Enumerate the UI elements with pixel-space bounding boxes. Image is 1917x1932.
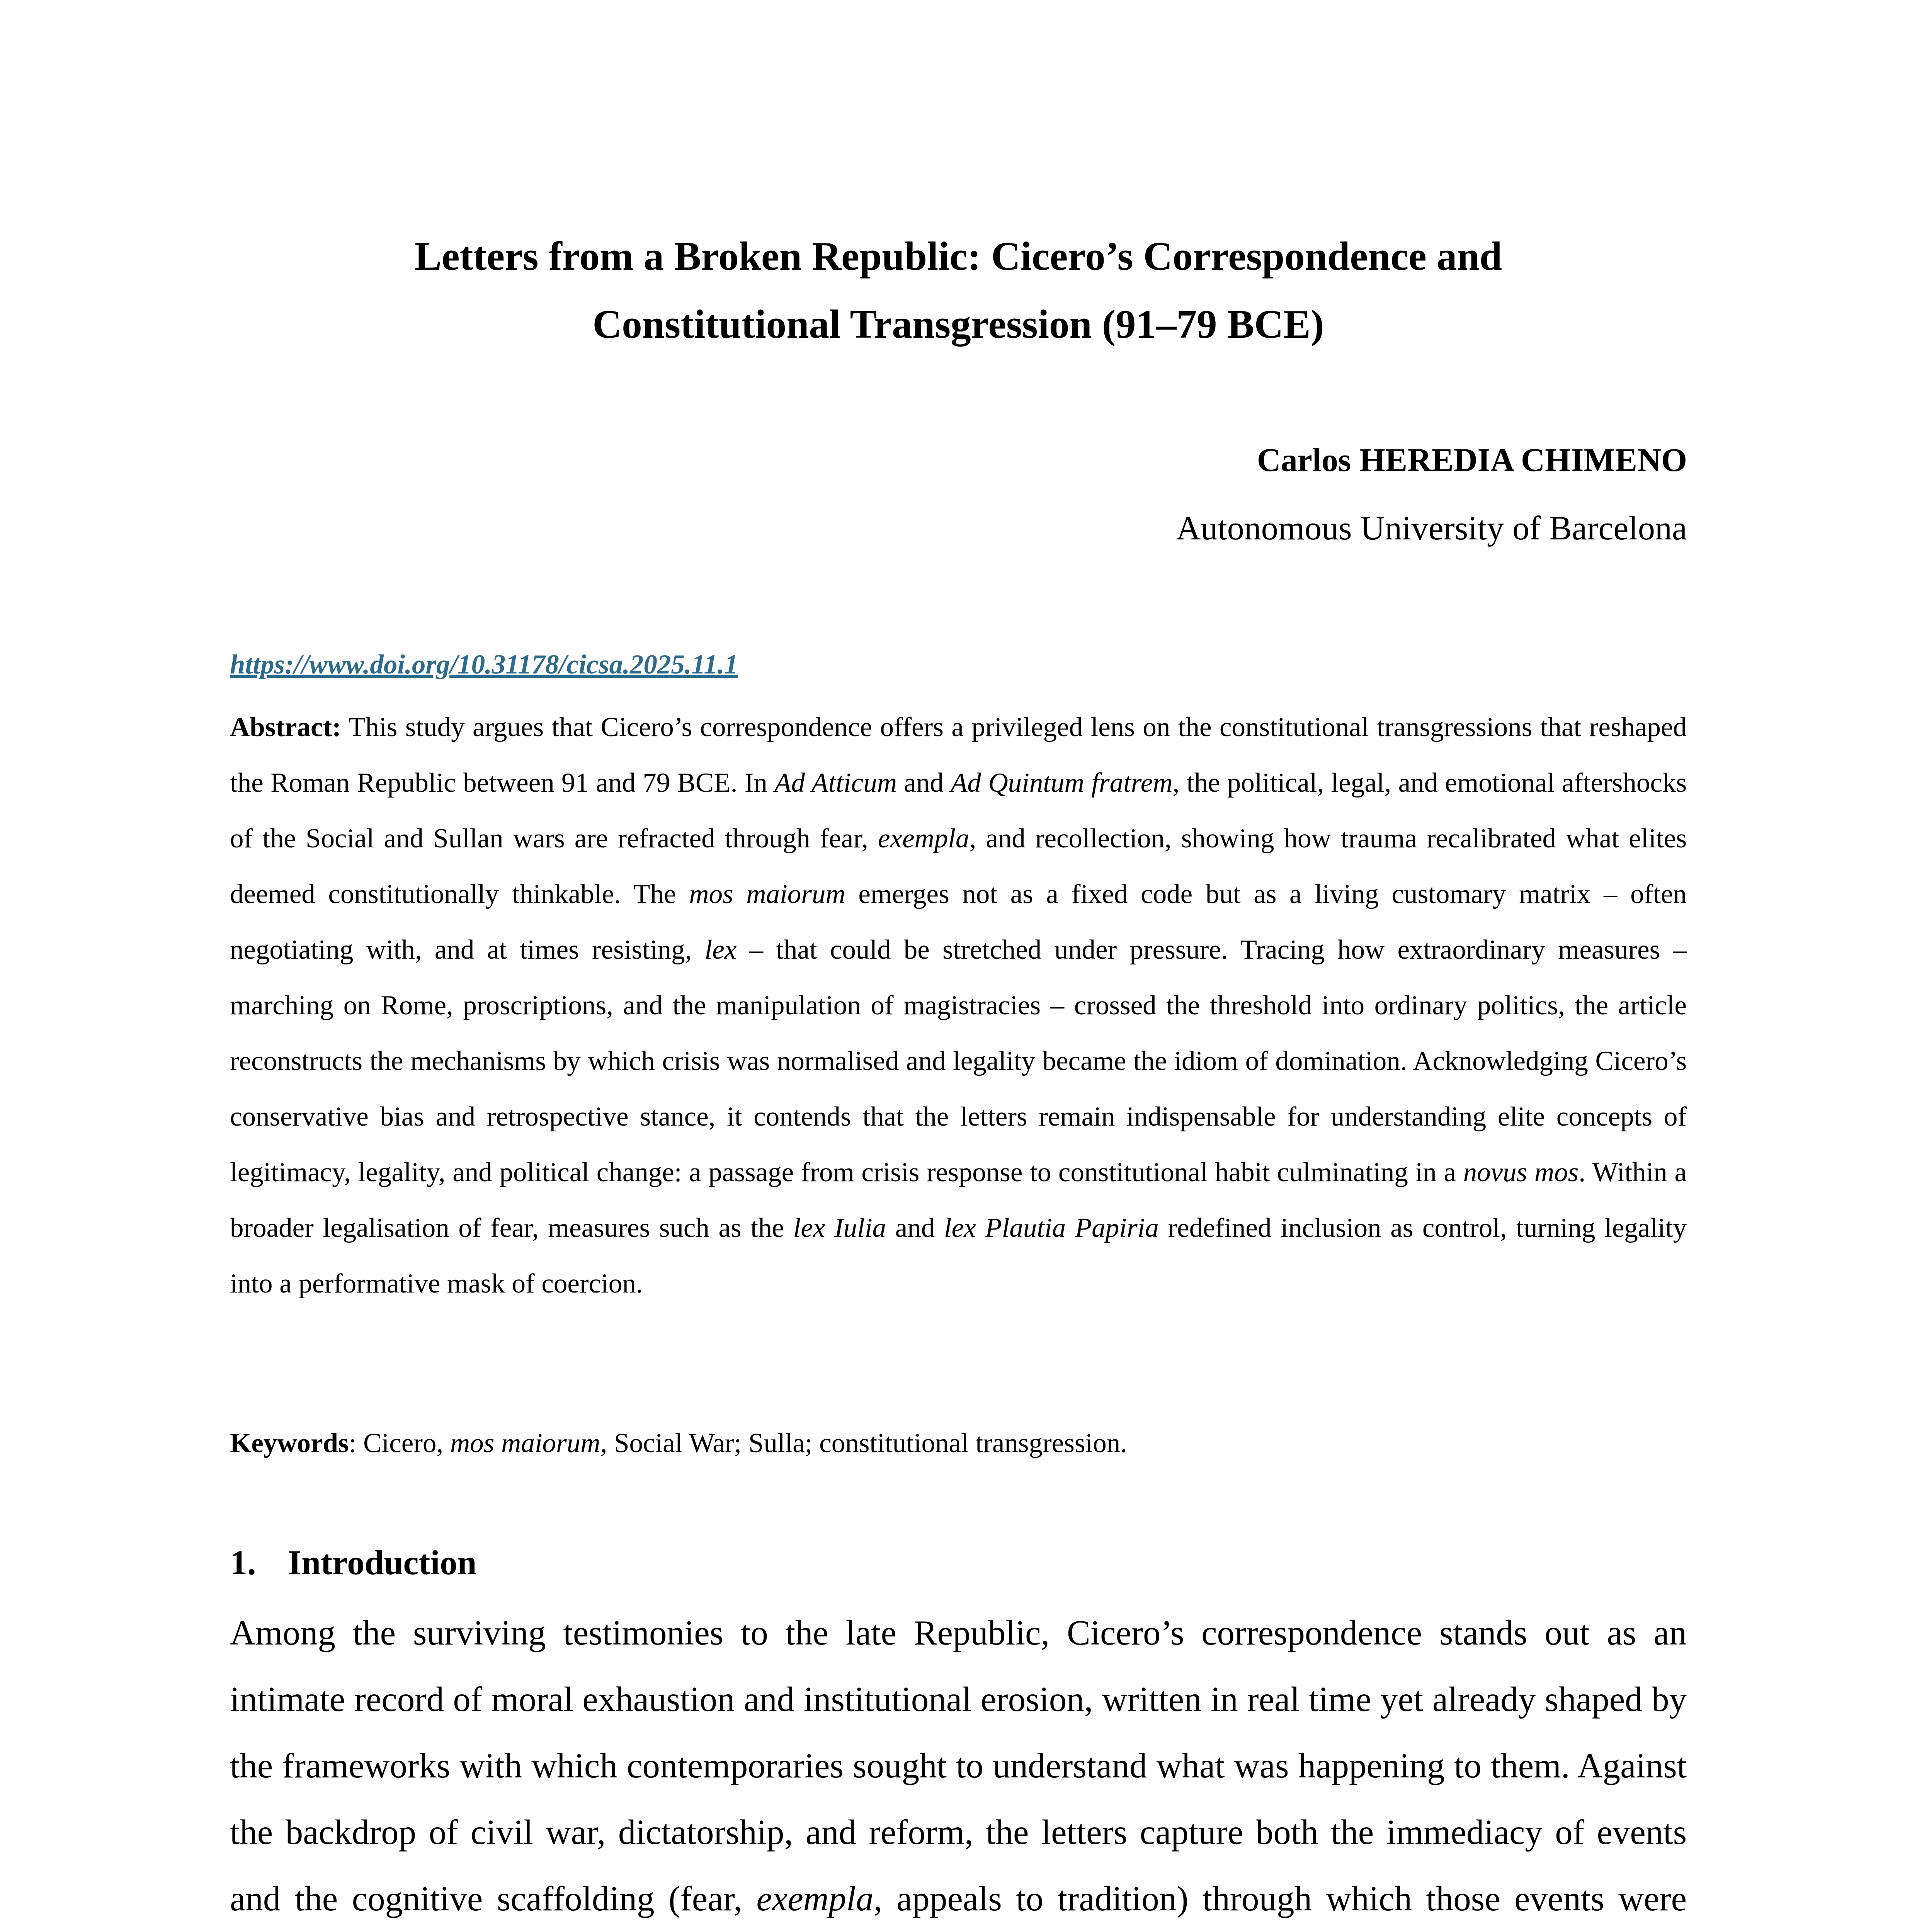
abstract-italic: Ad Atticum — [774, 768, 897, 798]
abstract-label: Abstract: — [230, 712, 341, 742]
abstract-italic: lex Iulia — [793, 1213, 886, 1243]
keywords-italic: mos maiorum — [450, 1428, 600, 1458]
introduction-body — [230, 1600, 1687, 1932]
abstract-text: emerges not as a fixed code but as a living customary matrix – often negotiating with, and at times resisting, — [230, 879, 1687, 965]
abstract-italic: lex — [704, 935, 737, 965]
abstract-italic: mos maiorum — [689, 879, 845, 909]
abstract-text: – that could be stretched under pressure. Tracing how extraordinary measures – marching on Rome, proscriptions, and the manipulation of magistracies – crossed the threshold into ordinary politics, the article reconstructs the mechanisms by which crisis was normalised and legality became the idiom of domination. Acknowledging Cicero’s conservative bias and retrospective stance, it contends that the letters remain indispensable for understanding elite concepts of legitimacy, legality, and political change: a passage from crisis response to constitutional habit culminating in a — [230, 935, 1687, 1187]
abstract-text: This study argues that Cicero’s correspondence offers a privileged lens on the constitutional transgressions that reshaped the Roman Republic between 91 and 79 BCE. In — [230, 712, 1687, 798]
author-name: Carlos HEREDIA CHIMENO — [1257, 441, 1687, 478]
keywords-label: Keywords — [230, 1428, 349, 1458]
paper-title — [230, 222, 1687, 358]
abstract-italic: lex Plautia Papiria — [944, 1213, 1159, 1243]
body-text: Among the surviving testimonies to the late Republic, Cicero’s correspondence stands out as an intimate record of moral exhaustion and institutional erosion, written in real time yet already shaped by the frameworks with which contemporaries sought to understand what was happening to them. Against the backdrop of civil war, dictatorship, and reform, the letters capture both the immediacy of events and the cognitive scaffolding (fear, — [230, 1613, 1687, 1918]
keywords — [230, 1420, 1687, 1466]
section-heading — [230, 1540, 476, 1586]
abstract-italic: Ad Quintum fratrem — [951, 768, 1173, 798]
abstract-italic: exempla — [878, 823, 970, 854]
title-line-2: Constitutional Transgression (91–79 BCE) — [592, 301, 1324, 347]
abstract-text: . Within a broader legalisation of fear, measures such as the — [230, 1157, 1687, 1243]
abstract-text: redefined inclusion as control, turning legality into a performative mask of coercion. — [230, 1213, 1687, 1299]
body-paragraph — [230, 1600, 1687, 1932]
body-italic: exempla — [756, 1879, 874, 1918]
abstract-text: , and recollection, showing how trauma recalibrated what elites deemed constitutionally thinkable. The — [230, 823, 1687, 909]
abstract — [230, 699, 1687, 1311]
section-title: Introduction — [288, 1544, 477, 1582]
section-number: 1. — [230, 1544, 256, 1582]
abstract-italic: novus mos — [1463, 1157, 1579, 1187]
doi-link[interactable]: https://www.doi.org/10.31178/cicsa.2025.11.1 — [230, 650, 738, 680]
keywords-text: , Social War; Sulla; constitutional transgression. — [600, 1428, 1127, 1458]
abstract-text: and — [897, 768, 951, 798]
title-line-1: Letters from a Broken Republic: Cicero’s Correspondence and — [414, 233, 1502, 279]
body-text: , appeals to tradition) through which those events were — [873, 1879, 1687, 1918]
abstract-text: , the political, legal, and emotional aftershocks of the Social and Sullan wars are refracted through fear, — [230, 768, 1687, 854]
author-affiliation: Autonomous University of Barcelona — [1176, 510, 1687, 547]
abstract-paragraph — [230, 699, 1687, 1311]
abstract-text: and — [886, 1213, 944, 1243]
keywords-text: : Cicero, — [349, 1428, 450, 1458]
